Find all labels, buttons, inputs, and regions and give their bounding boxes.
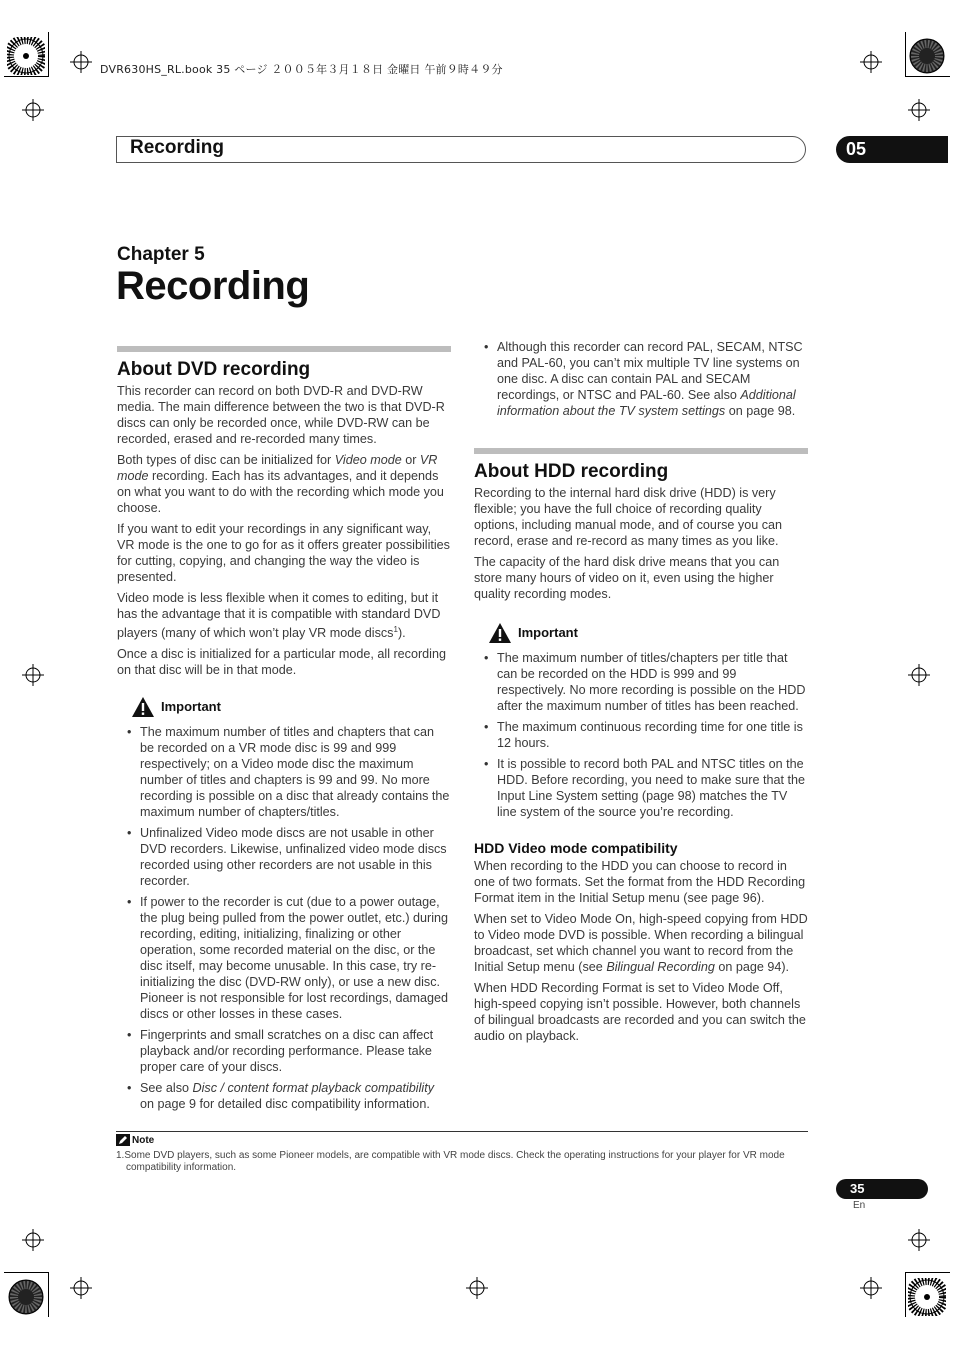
list-item: • It is possible to record both PAL and NTSC titles on the HDD. Before recording, you need to make sure that the Input Line System setting (page 98) matches the TV line system of the source you’re recording.: [484, 756, 808, 820]
page-language: En: [853, 1200, 866, 1211]
paragraph: When recording to the HDD you can choose to record in one of two formats. Set the format from the HDD Recording Format item in the Initial Setup menu (see page 96).: [474, 859, 806, 905]
note-pencil-icon: [116, 1134, 130, 1146]
list-item: • If power to the recorder is cut (due to a power outage, the plug being pulled from the power outlet, etc.) during recording, editing, initializing, finalizing or other operation, some recorded material on the disc, or the disc itself, may become unusable. In this case, try re-initializing the disc (DVD-RW only), or use a new disc. Pioneer is not responsible for lost recordings, damaged discs or other losses in these cases.: [127, 894, 451, 1022]
right-column: [474, 339, 808, 1049]
crosshair-icon: [860, 1277, 882, 1299]
list-item: • The maximum number of titles/chapters per title that can be recorded on the HDD is 999 and 99 respectively. No more recording is possible on the HDD after the maximum number of titles has been reached.: [484, 650, 808, 714]
footnote-ref: 1: [393, 625, 398, 634]
section-divider: [117, 346, 451, 352]
chapter-label: Chapter 5: [117, 244, 205, 265]
section-heading-dvd: About DVD recording: [117, 359, 311, 380]
paragraph: Both types of disc can be initialized for Video mode or VR mode recording. Each has its advantages, and it depends on what you want to do with the recording which mode you choose.: [117, 453, 444, 515]
footnote-area: [116, 1131, 808, 1174]
crosshair-icon: [466, 1277, 488, 1299]
crosshair-icon: [70, 1277, 92, 1299]
paragraph: If you want to edit your recordings in any significant way, VR mode is the one to go for as it offers greater possibilities for cutting, copying, and changing the way the video is presented.: [117, 522, 450, 584]
paragraph: Recording to the internal hard disk drive (HDD) is very flexible; you have the full choice of recording quality options, including manual mode, and of course you can record, erase and re-record as many times as you like.: [474, 486, 783, 548]
paragraph: When HDD Recording Format is set to Video Mode Off, high-speed copying isn’t possible. However, both channels of bilingual broadcasts are recorded and you can switch the audio on playback.: [474, 981, 806, 1043]
paragraph: This recorder can record on both DVD-R and DVD-RW media. The main difference between the two is that DVD-R discs can only be recorded once, while DVD-RW can be recorded, erased and re-recorded many times.: [117, 384, 445, 446]
note-heading: [116, 1134, 808, 1146]
paragraph: The capacity of the hard disk drive means that you can store many hours of video on it, even using the higher quality recording modes.: [474, 555, 780, 601]
tv-system-list: [474, 339, 808, 419]
important-callout: [488, 622, 808, 644]
registration-rosette-icon: [908, 37, 946, 75]
list-item: • Unfinalized Video mode discs are not usable in other DVD recorders. Likewise, unfinalized video mode discs recorded using other recorders are not usable in this recorder.: [127, 825, 451, 889]
crosshair-icon: [22, 1229, 44, 1251]
list-item: • The maximum continuous recording time for one title is 12 hours.: [484, 719, 808, 751]
crosshair-icon: [70, 51, 92, 73]
registration-rosette-icon: [908, 1278, 946, 1316]
footnote-text: 1.Some DVD players, such as some Pioneer models, are compatible with VR mode discs. Check the operating instructions for your player for VR mode compatibility information.: [116, 1150, 785, 1173]
crosshair-icon: [908, 1229, 930, 1251]
page-number: 35: [836, 1179, 928, 1199]
chapter-title: Recording: [116, 264, 310, 308]
crosshair-icon: [22, 99, 44, 121]
important-label: Important: [161, 699, 221, 715]
chapter-number-tab: 05: [836, 136, 948, 163]
paragraph: Video mode is less flexible when it comes to editing, but it has the advantage that it is compatible with standard DVD players (many of which won’t play VR mode discs$^1$).: [117, 591, 441, 641]
sub-heading-hdd-video-mode: HDD Video mode compatibility: [474, 840, 678, 856]
list-item: • Fingerprints and small scratches on a disc can affect playback and/or recording performance. Please take proper care of your discs.: [127, 1027, 451, 1075]
list-item: • Although this recorder can record PAL, SECAM, NTSC and PAL-60, you can’t mix multiple TV line systems on one disc. A disc can contain PAL and SECAM recordings, or NTSC and PAL-60. See also Additional information about the TV system settings on page 98.: [484, 339, 808, 419]
left-column: [117, 346, 451, 1117]
paragraph: When set to Video Mode On, high-speed copying from HDD to Video mode DVD is possible. When recording a bilingual broadcast, set which channel you want to record from the Initial Setup menu (see Bilingual Recording on page 94).: [474, 912, 808, 974]
crosshair-icon: [908, 664, 930, 686]
running-header-title: Recording: [130, 137, 224, 158]
warning-icon: [131, 696, 155, 718]
list-item: • The maximum number of titles and chapters that can be recorded on a VR mode disc is 99 and 999 respectively; on a Video mode disc the maximum number of titles and chapters is 99 and 99. No more recording is possible on a disc that already contains the maximum number of chapters/titles.: [127, 724, 451, 820]
important-list: [117, 724, 451, 1112]
important-label: Important: [518, 625, 578, 640]
list-item: • See also Disc / content format playback compatibility on page 9 for detailed disc compatibility information.: [127, 1080, 451, 1112]
section-heading-hdd: About HDD recording: [474, 461, 669, 482]
registration-rosette-icon: [7, 37, 45, 75]
important-list: [474, 650, 808, 820]
section-divider: [474, 448, 808, 454]
registration-rosette-icon: [7, 1278, 45, 1316]
crosshair-icon: [22, 664, 44, 686]
crosshair-icon: [908, 99, 930, 121]
crosshair-icon: [860, 51, 882, 73]
important-callout: [131, 696, 451, 718]
paragraph: Once a disc is initialized for a particular mode, all recording on that disc will be in that mode.: [117, 647, 446, 678]
note-label: Note: [132, 1134, 155, 1146]
warning-icon: [488, 622, 512, 644]
print-header: DVR630HS_RL.book 35 ページ ２００５年３月１８日 金曜日 午前９時４９分: [100, 63, 503, 76]
footnote-rule: [116, 1131, 808, 1132]
